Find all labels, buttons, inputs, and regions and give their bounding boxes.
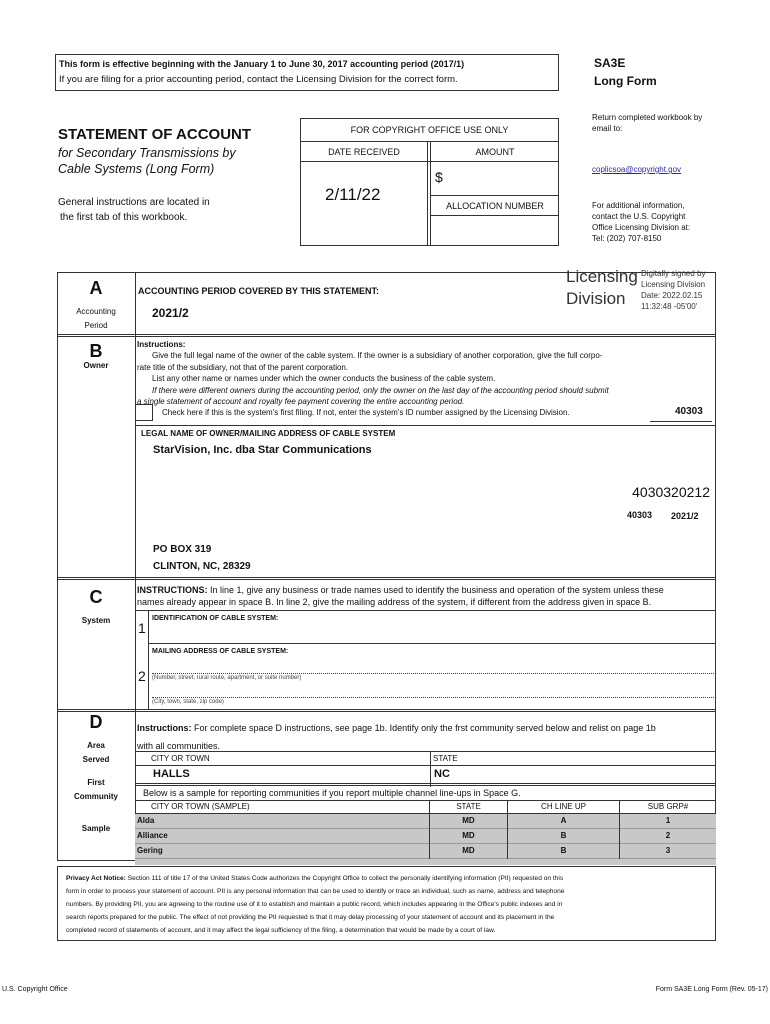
served-label: Served	[82, 755, 110, 764]
allocation-number-label: ALLOCATION NUMBER	[446, 201, 544, 211]
sample-cell: A	[508, 814, 620, 829]
line-1-number: 1	[138, 620, 146, 636]
subtitle-1: for Secondary Transmissions by	[58, 146, 236, 160]
street-hint: (Number, street, rural route, apartment, or suite number)	[152, 675, 302, 681]
instruction-line: In line 1, give any business or trade names used to identify the business and operation of the system unless these	[207, 585, 664, 595]
email-link[interactable]: coplicsoa@copyright.gov	[592, 165, 682, 174]
contact-line: For additional information,	[592, 201, 685, 210]
return-instructions: Return completed workbook by email to:	[592, 113, 703, 133]
privacy-title: Privacy Act Notice:	[66, 875, 126, 882]
privacy-line: form in order to process your statement of account. PII is any personal information that can be used to identify or trace an individual, such as name, address and telephone	[66, 888, 565, 895]
sample-table	[135, 800, 716, 865]
reference-period: 2021/2	[671, 511, 699, 521]
sample-cell: B	[508, 844, 620, 859]
signature-name: Licensing	[566, 267, 638, 286]
sample-cell: MD	[430, 844, 508, 859]
section-c-letter: C	[89, 587, 103, 607]
line-2-number: 2	[138, 668, 146, 684]
instruction-line: If there were different owners during the accounting period, only the owner on the last day of the accounting period should submit	[152, 385, 609, 395]
first-community-city[interactable]: HALLS	[153, 768, 190, 780]
area-instructions	[137, 719, 656, 755]
notice-line2: If you are filing for a prior accounting period, contact the Licensing Division for the correct form.	[59, 74, 458, 85]
state-label: STATE	[433, 754, 458, 763]
owner-name[interactable]: StarVision, Inc. dba Star Communications	[153, 444, 372, 456]
amount-label: AMOUNT	[475, 147, 515, 157]
footer-form-revision: Form SA3E Long Form (Rev. 05-17)	[655, 986, 768, 993]
legal-name-heading: LEGAL NAME OF OWNER/MAILING ADDRESS OF CABLE SYSTEM	[141, 429, 396, 438]
accounting-period-value[interactable]: 2021/2	[152, 306, 189, 320]
owner-address-1[interactable]: PO BOX 319	[153, 544, 212, 555]
privacy-text	[66, 872, 711, 937]
office-use-box	[300, 118, 559, 246]
accounting-period-heading: ACCOUNTING PERIOD COVERED BY THIS STATEMENT:	[138, 286, 380, 296]
form-name: Long Form	[594, 74, 657, 88]
sample-label: Sample	[81, 824, 111, 833]
instruction-line: a single statement of account and royalty fee payment covering the entire accounting period.	[137, 397, 465, 407]
sample-cell: 1	[665, 816, 671, 825]
section-a-label-2: Period	[84, 321, 108, 330]
contact-info	[592, 200, 690, 244]
mailing-address-label: MAILING ADDRESS OF CABLE SYSTEM:	[152, 648, 289, 655]
contact-phone: Tel: (202) 707-8150	[592, 234, 662, 243]
city-address-input[interactable]	[152, 697, 714, 698]
sample-column-header: CH LINE UP	[508, 800, 620, 814]
community-label: Community	[74, 792, 118, 801]
instruction-line: rate title of the subsidiary, not that of the parent corporation.	[137, 362, 349, 372]
instruction-line: For complete space D instructions, see page 1b. Identify only the frst community served below and relist on page 1b	[191, 723, 656, 733]
instruction-line: List any other name or names under which the owner conducts the business of the cable system.	[152, 374, 496, 384]
date-received-value[interactable]: 2/11/22	[325, 185, 381, 204]
section-d-labels	[57, 739, 135, 804]
section-c-label: System	[81, 616, 111, 625]
area-label: Area	[87, 741, 105, 750]
street-address-input[interactable]	[152, 673, 714, 674]
section-d-letter: D	[89, 712, 103, 732]
signature-details	[641, 268, 705, 312]
sample-header-row	[135, 800, 716, 814]
instructions-title: INSTRUCTIONS:	[137, 585, 208, 595]
form-code: SA3E	[594, 56, 626, 70]
instructions-title: Instructions:	[137, 340, 186, 349]
section-b-label: Owner	[83, 361, 109, 370]
signature-name: Division	[566, 289, 626, 308]
city-label: CITY OR TOWN	[151, 754, 210, 763]
sample-row	[135, 814, 716, 829]
signature-detail: Licensing Division	[641, 280, 706, 289]
city-hint: (City, town, state, zip code)	[152, 699, 224, 705]
instruction-line: names already appear in space B. In line 2, give the mailing address of the system, if different from the address given in space B.	[137, 597, 652, 607]
sample-row	[135, 844, 716, 859]
privacy-notice	[57, 866, 716, 941]
owner-instructions	[137, 339, 712, 407]
first-filing-label: Check here if this is the system's first filing. If not, enter the system's ID number assigned by the Licensing Division.	[162, 408, 570, 417]
sample-row	[135, 829, 716, 844]
sample-cell: 2	[665, 831, 671, 840]
sample-column-header: SUB GRP#	[647, 802, 689, 811]
office-use-header: FOR COPYRIGHT OFFICE USE ONLY	[350, 125, 509, 135]
identification-label: IDENTIFICATION OF CABLE SYSTEM:	[152, 615, 279, 622]
reference-number: 4030320212	[632, 484, 710, 500]
sample-note: Below is a sample for reporting communities if you report multiple channel line-ups in Space G.	[143, 788, 521, 798]
privacy-line: completed record of statements of account, and it may affect the legal sufficiency of the filing, a determination that would be made by a court of law.	[66, 927, 496, 934]
contact-line: Office Licensing Division at:	[592, 223, 691, 232]
instruction-line: Give the full legal name of the owner of the cable system. If the owner is a subsidiary of another corporation, give the full corpo-	[152, 351, 603, 361]
general-instructions-1: General instructions are located in	[58, 197, 210, 208]
privacy-line: search reports prepared for the public. The effect of not providing the PII requested is that it may delay processing of your statement of account and its placement in the	[66, 914, 555, 921]
sample-column-header: STATE	[430, 800, 508, 814]
privacy-line: numbers. By providing PII, you are agreeing to the routine use of it to establish and maintain a public record, which includes appearing in the Office's public indexes and in	[66, 901, 563, 908]
page-title: STATEMENT OF ACCOUNT	[58, 126, 252, 143]
sample-cell: Gering	[135, 844, 430, 859]
sample-cell: 3	[665, 846, 671, 855]
footer-office: U.S. Copyright Office	[2, 986, 68, 993]
sample-cell: MD	[430, 829, 508, 844]
first-label: First	[87, 778, 105, 787]
sample-row-empty	[135, 859, 716, 865]
section-a-letter: A	[89, 278, 103, 298]
section-a-label-1: Accounting	[76, 307, 116, 316]
system-id[interactable]: 40303	[675, 406, 703, 417]
sample-cell: Alda	[135, 814, 430, 829]
amount-value[interactable]: $	[435, 169, 443, 185]
instruction-line: with all communities.	[137, 741, 221, 751]
sample-column-header: CITY OR TOWN (SAMPLE)	[135, 800, 430, 814]
subtitle-2: Cable Systems (Long Form)	[58, 162, 215, 176]
owner-address-2[interactable]: CLINTON, NC, 28329	[153, 561, 251, 572]
signature-detail: Date: 2022.02.15	[641, 291, 703, 300]
system-instructions	[137, 584, 715, 608]
signature-detail: Digitally signed by	[641, 269, 706, 278]
contact-line: contact the U.S. Copyright	[592, 212, 686, 221]
instructions-title: Instructions:	[137, 723, 192, 733]
date-received-label: DATE RECEIVED	[328, 147, 400, 157]
section-b-letter: B	[89, 341, 103, 361]
effective-notice	[55, 54, 559, 91]
sample-cell: Alliance	[135, 829, 430, 844]
signature-stamp	[566, 266, 638, 310]
sample-cell: MD	[430, 814, 508, 829]
reference-id: 40303	[627, 510, 653, 520]
signature-detail: 11:32:48 -05'00'	[641, 302, 698, 311]
first-community-state[interactable]: NC	[434, 768, 450, 780]
sample-cell: B	[508, 829, 620, 844]
notice-line1: This form is effective beginning with the January 1 to June 30, 2017 accounting period (2017/1)	[59, 59, 465, 69]
first-filing-checkbox[interactable]	[135, 404, 153, 421]
privacy-line: Section 111 of title 17 of the United States Code authorizes the Copyright Office to collect the personally identifying information (PII) requested on this	[125, 875, 564, 882]
general-instructions-2: the first tab of this workbook.	[60, 212, 188, 223]
